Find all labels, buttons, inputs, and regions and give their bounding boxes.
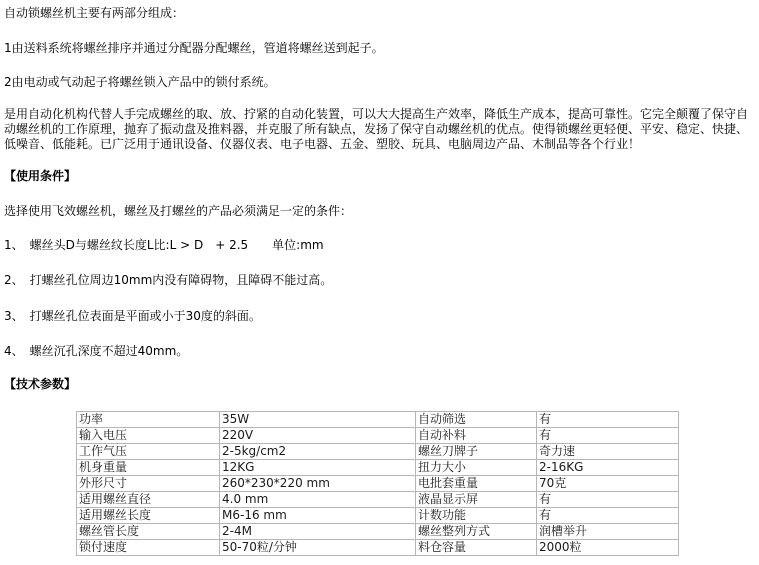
spec-value: 50-70粒/分钟 [220,540,416,556]
spec-value: 有 [537,412,679,428]
spec-label: 螺丝刀牌子 [416,444,537,460]
spec-label: 功率 [77,412,220,428]
table-row [77,476,679,492]
usage-item-2: 2、 打螺丝孔位周边10mm内没有障碍物，且障碍不能过高。 [4,273,333,287]
spec-value: 12KG [220,460,416,476]
spec-value: 有 [537,428,679,444]
spec-value: 润槽举升 [537,524,679,540]
table-row [77,412,679,428]
spec-value: 4.0 mm [220,492,416,508]
spec-value: M6-16 mm [220,508,416,524]
table-row [77,428,679,444]
table-row [77,540,679,556]
intro-line-3: 2由电动或气动起子将螺丝锁入产品中的锁付系统。 [4,75,276,89]
usage-item-3: 3、 打螺丝孔位表面是平面或小于30度的斜面。 [4,309,261,323]
spec-value: 2-5kg/cm2 [220,444,416,460]
spec-value: 2-16KG [537,460,679,476]
spec-label: 工作气压 [77,444,220,460]
spec-label: 输入电压 [77,428,220,444]
spec-label: 螺丝管长度 [77,524,220,540]
tech-heading: 【技术参数】 [4,377,77,391]
spec-value: 220V [220,428,416,444]
spec-label: 螺丝整列方式 [416,524,537,540]
table-row [77,492,679,508]
table-row [77,444,679,460]
spec-label: 外形尺寸 [77,476,220,492]
spec-value: 奇力速 [537,444,679,460]
spec-value: 2000粒 [537,540,679,556]
table-row [77,508,679,524]
spec-value: 260*230*220 mm [220,476,416,492]
intro-line-1: 自动锁螺丝机主要有两部分组成： [4,6,185,20]
spec-label: 机身重量 [77,460,220,476]
spec-label: 电批套重量 [416,476,537,492]
spec-label: 扭力大小 [416,460,537,476]
spec-label: 适用螺丝直径 [77,492,220,508]
usage-heading: 【使用条件】 [4,169,77,183]
spec-label: 自动补料 [416,428,537,444]
usage-item-4: 4、 螺丝沉孔深度不超过40mm。 [4,344,189,358]
spec-value: 70克 [537,476,679,492]
spec-label: 适用螺丝长度 [77,508,220,524]
spec-label: 自动筛选 [416,412,537,428]
intro-paragraph: 是用自动化机构代替人手完成螺丝的取、放、拧紧的自动化装置，可以大大提高生产效率，降低生产成本，提高可靠性。它完全颠覆了保守自动螺丝机的工作原理，抛弃了振动盘及推料器，并克服了所有缺点，发扬了保守自动螺丝机的优点。使得锁螺丝更轻便、平安、稳定、快捷、低噪音、低能耗。已广泛用于通讯设备、仪器仪表、电子电器、五金、塑胶、玩具、电脑周边产品、木制品等各个行业！ [4,107,749,151]
spec-table [76,411,679,556]
intro-line-2: 1由送料系统将螺丝排序并通过分配器分配螺丝，管道将螺丝送到起子。 [4,41,384,55]
table-row [77,460,679,476]
table-row [77,524,679,540]
spec-label: 锁付速度 [77,540,220,556]
usage-item-1: 1、 螺丝头D与螺丝纹长度L比:L > D + 2.5 单位:mm [4,238,324,252]
spec-value: 有 [537,508,679,524]
spec-value: 2-4M [220,524,416,540]
spec-label: 液晶显示屏 [416,492,537,508]
spec-label: 料仓容量 [416,540,537,556]
spec-label: 计数功能 [416,508,537,524]
spec-value: 35W [220,412,416,428]
usage-lead: 选择使用飞效螺丝机，螺丝及打螺丝的产品必须满足一定的条件： [4,204,353,218]
spec-value: 有 [537,492,679,508]
